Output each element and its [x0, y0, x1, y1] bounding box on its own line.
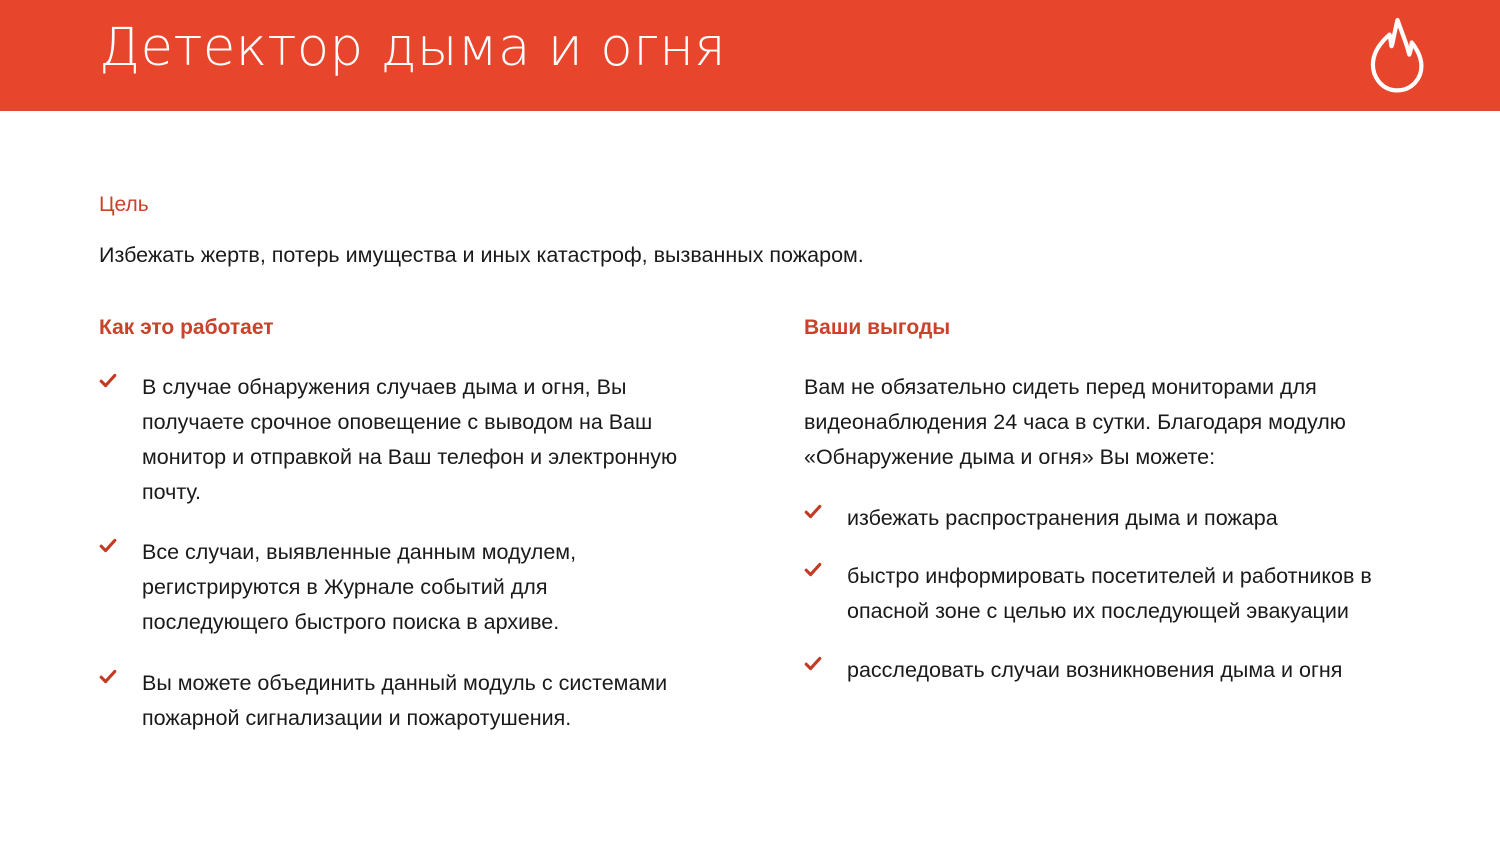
- benefits-intro-text: Вам не обязательно сидеть перед мониторами для видеонаблюдения 24 часа в сутки. Благодаря модулю «Обнаружение дыма и огня» Вы можете:: [804, 375, 1346, 469]
- column-your-benefits: [804, 316, 1424, 712]
- check-icon: [804, 503, 822, 521]
- list-item: [99, 370, 699, 509]
- list-item-text: расследовать случаи возникновения дыма и огня: [847, 658, 1343, 683]
- list-item-text: В случае обнаружения случаев дыма и огня, Вы получаете срочное оповещение с выводом на Ваш монитор и отправкой на Ваш телефон и электронную почту.: [142, 375, 678, 504]
- list-item-text: избежать распространения дыма и пожара: [847, 505, 1278, 530]
- list-item-text: быстро информировать посетителей и работников в опасной зоне с целью их последующей эвакуации: [847, 564, 1372, 624]
- goal-text: Избежать жертв, потерь имущества и иных катастроф, вызванных пожаром.: [99, 243, 864, 268]
- check-icon: [804, 561, 822, 579]
- goal-section: [99, 193, 1399, 270]
- check-icon: [804, 655, 822, 673]
- flame-icon: [1360, 16, 1434, 96]
- column-heading-how-it-works: Как это работает: [99, 316, 274, 339]
- check-icon: [99, 537, 117, 555]
- list-item: [99, 666, 699, 736]
- list-item: [99, 535, 699, 639]
- column-how-it-works: [99, 316, 699, 736]
- your-benefits-list: [804, 501, 1424, 688]
- how-it-works-list: [99, 370, 699, 735]
- list-item: [804, 653, 1424, 688]
- slide-body: [0, 111, 1500, 843]
- page-title: Детектор дыма и огня: [99, 17, 726, 78]
- column-heading-your-benefits: Ваши выгоды: [804, 316, 951, 339]
- list-item: [804, 559, 1424, 629]
- check-icon: [99, 372, 117, 390]
- list-item-text: Все случаи, выявленные данным модулем, регистрируются в Журнале событий для последующего быстрого поиска в архиве.: [142, 540, 577, 635]
- check-icon: [99, 668, 117, 686]
- goal-label: Цель: [99, 193, 149, 216]
- list-item: [804, 501, 1424, 536]
- slide-header: [0, 0, 1500, 111]
- list-item-text: Вы можете объединить данный модуль с системами пожарной сигнализации и пожаротушения.: [142, 670, 668, 730]
